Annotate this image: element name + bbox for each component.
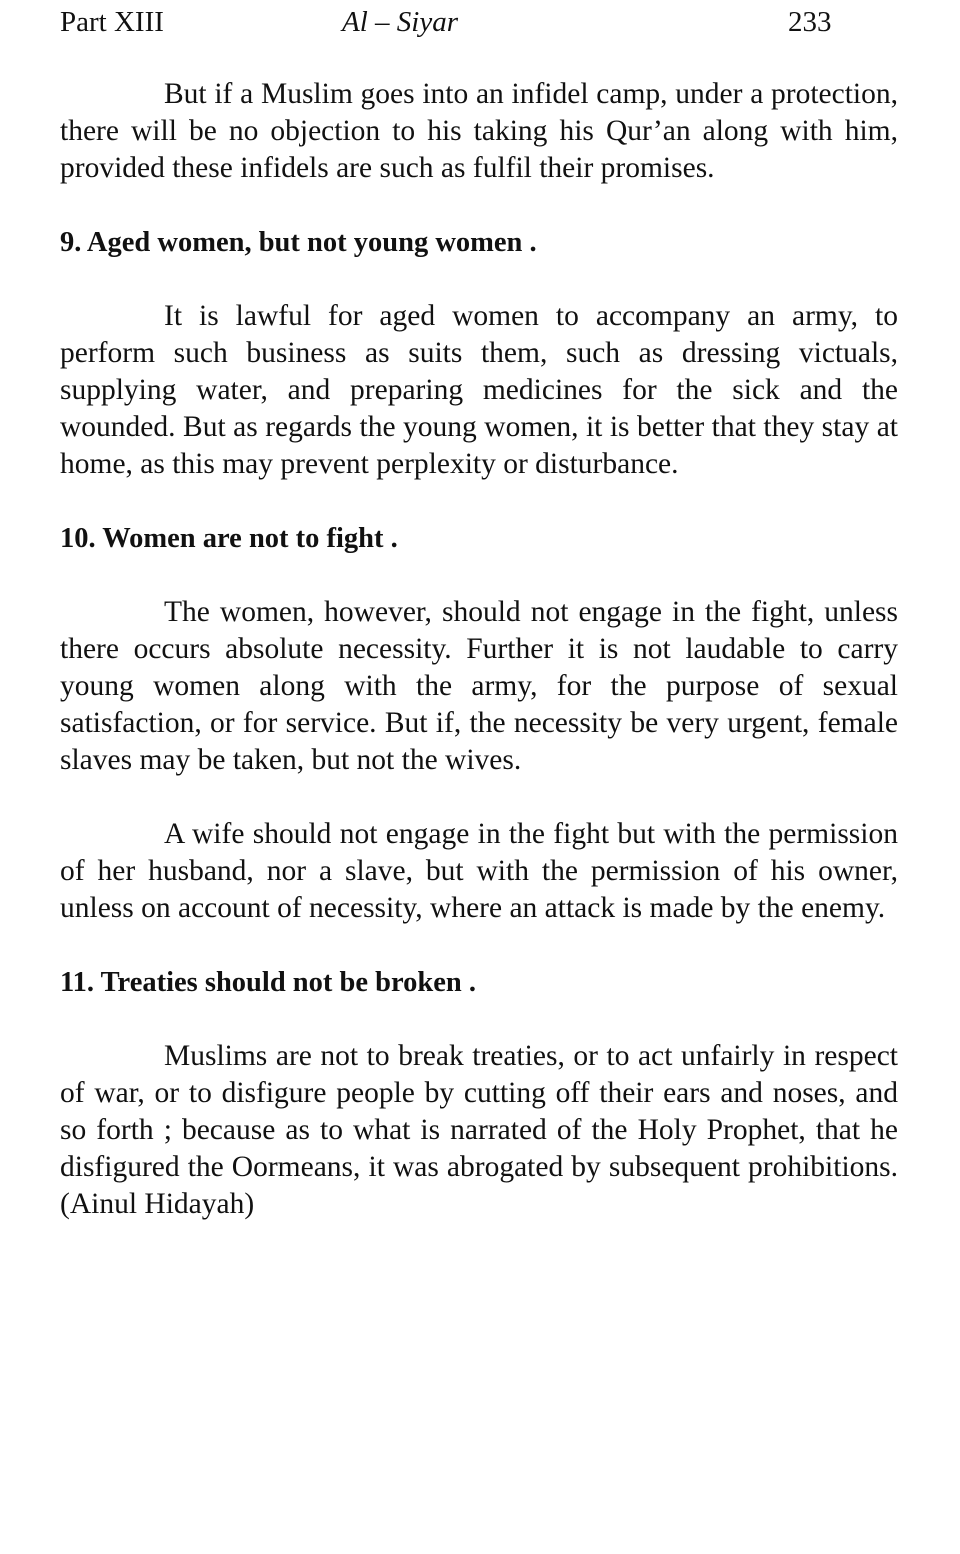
section-10-paragraph-2: A wife should not engage in the fight but with the permission of her husband, nor a slave, but with the permission of his owner, unless on account of necessity, where an attack is made by the enemy. <box>60 818 898 924</box>
chapter-title: Al – Siyar <box>342 6 458 38</box>
intro-paragraph: But if a Muslim goes into an infidel camp, under a protection, there will be no objection to his taking his Qur’an along with him, provided these infidels are such as fulfil their promises. <box>60 78 898 184</box>
body-text <box>60 76 898 1223</box>
spacer <box>60 261 898 298</box>
section-10-heading: 10. Women are not to fight . <box>60 523 398 554</box>
spacer <box>60 927 898 964</box>
section-10-paragraph-1: The women, however, should not engage in the fight, unless there occurs absolute necessity. Further it is not laudable to carry young women along with the army, for the purpose of sexual satisfaction, or for service. But if, the necessity be very urgent, female slaves may be taken, but not the wives. <box>60 596 898 776</box>
page-number: 233 <box>788 6 832 38</box>
spacer <box>60 187 898 224</box>
section-11-paragraph: Muslims are not to break treaties, or to act unfairly in respect of war, or to disfigure people by cutting off their ears and noses, and so forth ; because as to what is narrated of the Holy Prophet, that he disfigured the Oormeans, it was abrogated by subsequent prohibitions. (Ainul Hidayah) <box>60 1040 898 1220</box>
part-label: Part XIII <box>60 6 164 38</box>
section-9-paragraph: It is lawful for aged women to accompany an army, to perform such business as suits them, such as dressing victuals, supplying water, and preparing medicines for the sick and the wounded. But as regards the young women, it is better that they stay at home, as this may prevent perplexity or disturbance. <box>60 300 898 480</box>
section-11-heading: 11. Treaties should not be broken . <box>60 967 476 998</box>
document-page <box>60 0 898 1554</box>
running-header <box>60 4 898 40</box>
spacer <box>60 557 898 594</box>
spacer <box>60 483 898 520</box>
section-9-heading: 9. Aged women, but not young women . <box>60 227 537 258</box>
spacer <box>60 1001 898 1038</box>
spacer <box>60 779 898 816</box>
